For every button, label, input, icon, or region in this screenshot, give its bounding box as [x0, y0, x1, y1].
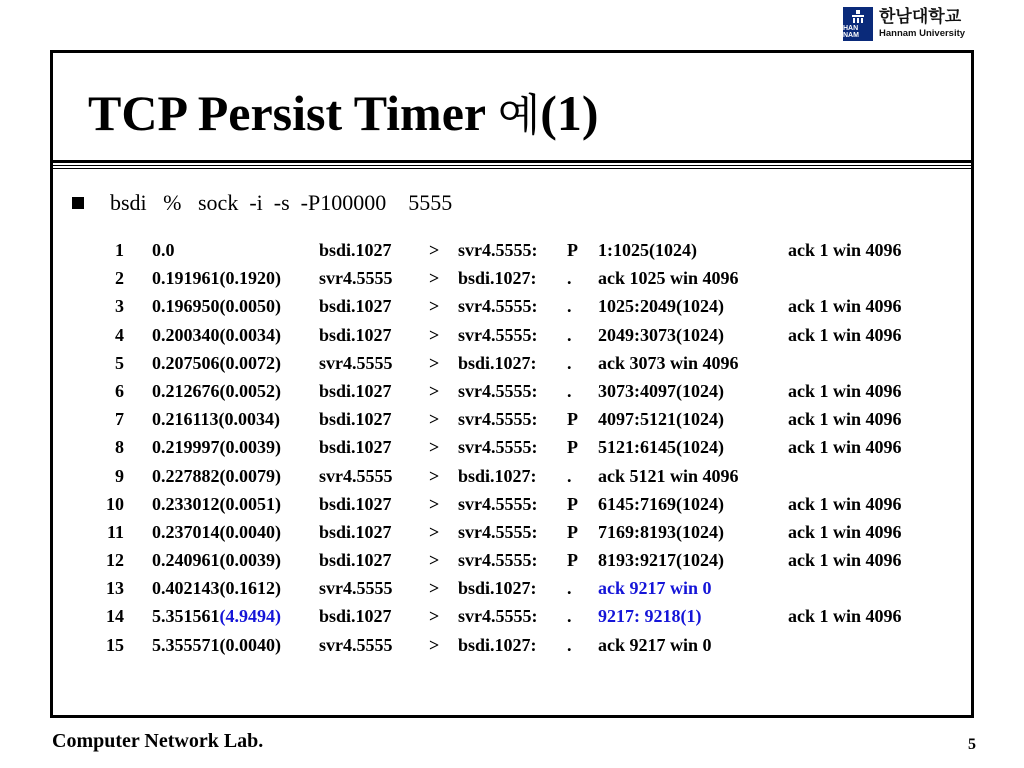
row-arrow: >	[429, 493, 440, 514]
row-flag: .	[567, 634, 572, 655]
row-destination: bsdi.1027:	[458, 465, 537, 486]
row-arrow: >	[429, 521, 440, 542]
row-source: svr4.5555	[319, 465, 393, 486]
row-time	[152, 522, 281, 543]
page-number: 5	[968, 736, 976, 753]
row-source: svr4.5555	[319, 634, 393, 655]
row-time-value: 0.0	[152, 240, 175, 260]
row-time-value: 5.355571(0.0040)	[152, 634, 281, 655]
row-source: bsdi.1027	[319, 296, 392, 317]
row-data: 2049:3073(1024)	[598, 324, 724, 345]
row-source: bsdi.1027	[319, 324, 392, 345]
row-data: 1:1025(1024)	[598, 240, 697, 260]
row-source: bsdi.1027	[319, 550, 392, 571]
row-source: svr4.5555	[319, 578, 393, 599]
university-logo	[843, 6, 965, 42]
row-time-value: 0.216113(0.0034)	[152, 409, 280, 430]
row-number: 6	[115, 380, 124, 401]
row-time-value: 0.233012(0.0051)	[152, 493, 281, 514]
row-source: svr4.5555	[319, 352, 393, 373]
row-time-value: 0.200340(0.0034)	[152, 324, 281, 345]
university-emblem-icon	[843, 7, 873, 41]
row-time	[152, 494, 281, 515]
row-time	[152, 578, 281, 599]
row-ack: ack 1 win 4096	[788, 409, 902, 430]
row-time-value: 0.402143(0.1612)	[152, 578, 281, 599]
row-data: 7169:8193(1024)	[598, 521, 724, 542]
row-flag: P	[567, 437, 578, 458]
title-suffix: (1)	[540, 85, 599, 141]
row-data: 9217: 9218(1)	[598, 606, 702, 627]
row-number: 11	[106, 521, 124, 542]
row-flag: P	[567, 493, 578, 514]
row-destination: svr4.5555:	[458, 324, 538, 345]
row-source: svr4.5555	[319, 268, 393, 289]
command-text: bsdi % sock -i -s -P100000 5555	[110, 190, 453, 215]
row-data: ack 1025 win 4096	[598, 268, 739, 289]
row-data: 5121:6145(1024)	[598, 437, 724, 458]
command-line	[72, 190, 452, 216]
row-arrow: >	[429, 465, 440, 486]
row-ack: ack 1 win 4096	[788, 550, 902, 571]
row-time	[152, 325, 281, 346]
row-ack: ack 1 win 4096	[788, 493, 902, 514]
row-time	[152, 409, 280, 430]
row-arrow: >	[429, 550, 440, 571]
row-flag: .	[567, 324, 572, 345]
row-arrow: >	[429, 578, 440, 599]
row-flag: .	[567, 352, 572, 373]
row-time-value: 5.351561	[152, 606, 220, 627]
row-destination: svr4.5555:	[458, 550, 538, 571]
row-number: 15	[106, 634, 124, 655]
row-number: 9	[115, 465, 124, 486]
row-number: 7	[115, 409, 124, 430]
row-ack: ack 1 win 4096	[788, 380, 902, 401]
row-flag: .	[567, 606, 572, 627]
row-number: 14	[106, 606, 124, 627]
row-flag: P	[567, 240, 578, 260]
row-time	[152, 268, 281, 289]
row-destination: svr4.5555:	[458, 296, 538, 317]
row-destination: svr4.5555:	[458, 380, 538, 401]
row-time-value: 0.219997(0.0039)	[152, 437, 281, 458]
row-time	[152, 240, 175, 261]
row-flag: P	[567, 550, 578, 571]
row-destination: bsdi.1027:	[458, 352, 537, 373]
row-source: bsdi.1027	[319, 493, 392, 514]
row-source: bsdi.1027	[319, 437, 392, 458]
logo-english-name: Hannam University	[879, 28, 966, 40]
row-number: 2	[115, 268, 124, 289]
row-ack: ack 1 win 4096	[788, 606, 902, 627]
logo-mark-text: HAN NAM	[843, 25, 859, 39]
row-ack: ack 1 win 4096	[788, 437, 902, 458]
row-time	[152, 296, 281, 317]
row-flag: P	[567, 521, 578, 542]
row-ack: ack 1 win 4096	[788, 324, 902, 345]
row-time	[152, 635, 281, 656]
row-time-value: 0.212676(0.0052)	[152, 380, 281, 401]
row-arrow: >	[429, 634, 440, 655]
row-arrow: >	[429, 240, 440, 260]
row-number: 13	[106, 578, 124, 599]
row-time-value: 0.196950(0.0050)	[152, 296, 281, 317]
title-latin-part: TCP Persist Timer	[88, 85, 498, 141]
row-time-value: 0.191961(0.1920)	[152, 268, 281, 289]
row-number: 10	[106, 493, 124, 514]
row-destination: svr4.5555:	[458, 437, 538, 458]
row-data: ack 5121 win 4096	[598, 465, 739, 486]
title-korean-part: 예	[497, 90, 541, 141]
row-data: 1025:2049(1024)	[598, 296, 724, 317]
row-data: 6145:7169(1024)	[598, 493, 724, 514]
row-arrow: >	[429, 409, 440, 430]
row-number: 5	[115, 352, 124, 373]
row-source: bsdi.1027	[319, 521, 392, 542]
title-divider-thin	[53, 168, 971, 169]
row-arrow: >	[429, 352, 440, 373]
emblem-shape-icon	[851, 10, 865, 24]
row-data: ack 9217 win 0	[598, 578, 712, 599]
row-time-value: 0.240961(0.0039)	[152, 550, 281, 571]
row-arrow: >	[429, 380, 440, 401]
row-number: 3	[115, 296, 124, 317]
row-time	[152, 353, 281, 374]
title-divider	[53, 160, 971, 163]
logo-korean-name: 한남대학교	[879, 7, 962, 28]
row-destination: svr4.5555:	[458, 606, 538, 627]
slide-title	[88, 85, 599, 141]
row-number: 8	[115, 437, 124, 458]
row-destination: svr4.5555:	[458, 240, 538, 260]
row-time-delta: (4.9494)	[219, 606, 281, 627]
row-source: bsdi.1027	[319, 240, 392, 260]
row-arrow: >	[429, 268, 440, 289]
row-arrow: >	[429, 606, 440, 627]
row-flag: .	[567, 268, 572, 289]
row-data: 8193:9217(1024)	[598, 550, 724, 571]
row-data: 4097:5121(1024)	[598, 409, 724, 430]
row-destination: svr4.5555:	[458, 409, 538, 430]
footer-lab-name: Computer Network Lab.	[52, 730, 264, 752]
row-source: bsdi.1027	[319, 409, 392, 430]
row-data: ack 9217 win 0	[598, 634, 712, 655]
row-source: bsdi.1027	[319, 606, 392, 627]
row-number: 1	[115, 240, 124, 260]
row-destination: bsdi.1027:	[458, 268, 537, 289]
row-flag: P	[567, 409, 578, 430]
row-destination: svr4.5555:	[458, 521, 538, 542]
row-time-value: 0.207506(0.0072)	[152, 352, 281, 373]
row-destination: bsdi.1027:	[458, 634, 537, 655]
row-destination: svr4.5555:	[458, 493, 538, 514]
row-destination: bsdi.1027:	[458, 578, 537, 599]
row-number: 12	[106, 550, 124, 571]
row-data: 3073:4097(1024)	[598, 380, 724, 401]
row-time	[152, 550, 281, 571]
row-flag: .	[567, 380, 572, 401]
row-data: ack 3073 win 4096	[598, 352, 739, 373]
row-time	[152, 381, 281, 402]
title-divider-thin	[53, 165, 971, 166]
row-ack: ack 1 win 4096	[788, 521, 902, 542]
row-flag: .	[567, 296, 572, 317]
row-number: 4	[115, 324, 124, 345]
row-flag: .	[567, 578, 572, 599]
row-time-value: 0.227882(0.0079)	[152, 465, 281, 486]
row-time	[152, 466, 281, 487]
row-arrow: >	[429, 324, 440, 345]
row-time	[152, 437, 281, 458]
row-ack: ack 1 win 4096	[788, 240, 902, 260]
row-arrow: >	[429, 437, 440, 458]
row-time	[152, 606, 281, 627]
row-flag: .	[567, 465, 572, 486]
square-bullet-icon	[72, 197, 84, 209]
row-arrow: >	[429, 296, 440, 317]
row-ack: ack 1 win 4096	[788, 296, 902, 317]
row-source: bsdi.1027	[319, 380, 392, 401]
row-time-value: 0.237014(0.0040)	[152, 521, 281, 542]
